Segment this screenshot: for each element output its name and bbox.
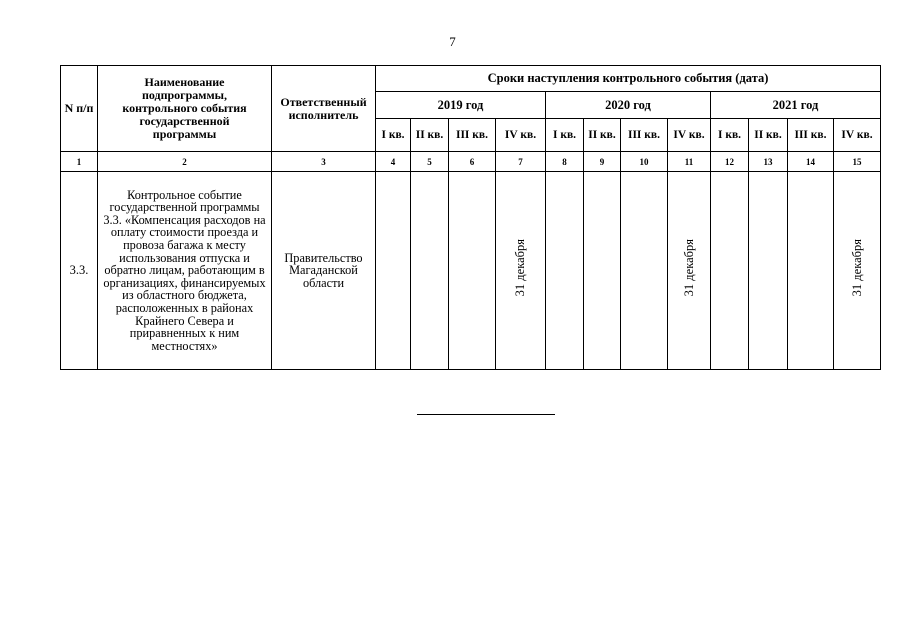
header-year-2019: 2019 год (376, 92, 546, 119)
date-cell: 31 декабря (496, 172, 546, 370)
header-year-2020: 2020 год (546, 92, 711, 119)
row-number: 3.3. (61, 172, 98, 370)
header-quarter: I кв. (546, 119, 584, 152)
header-quarter: IV кв. (668, 119, 711, 152)
header-quarter: IV кв. (496, 119, 546, 152)
column-number: 13 (749, 152, 788, 172)
column-number: 12 (711, 152, 749, 172)
column-number: 11 (668, 152, 711, 172)
date-cell (411, 172, 449, 370)
date-cell (749, 172, 788, 370)
header-quarter: II кв. (411, 119, 449, 152)
header-deadlines: Сроки наступления контрольного события (дата) (376, 66, 881, 92)
event-executor: Правительство Магаданской области (272, 172, 376, 370)
header-quarter: II кв. (749, 119, 788, 152)
column-number: 8 (546, 152, 584, 172)
column-number: 6 (449, 152, 496, 172)
event-name: Контрольное событие государственной программы 3.3. «Компенсация расходов на оплату стоимости проезда и провоза багажа к месту использования отпуска и обратно лицам, работающим в организациях, финансируемых из областного бюджета, расположенных в районах Крайнего Севера и приравненных к ним местностях» (98, 172, 272, 370)
header-name: Наименование подпрограммы, контрольного события государственной программы (98, 66, 272, 152)
column-number: 14 (788, 152, 834, 172)
header-quarter: I кв. (376, 119, 411, 152)
date-cell (621, 172, 668, 370)
date-cell: 31 декабря (668, 172, 711, 370)
column-number: 1 (61, 152, 98, 172)
divider-line (417, 414, 555, 415)
table-row (61, 172, 881, 370)
column-number: 4 (376, 152, 411, 172)
column-number: 2 (98, 152, 272, 172)
date-cell (584, 172, 621, 370)
column-number: 5 (411, 152, 449, 172)
column-number: 9 (584, 152, 621, 172)
page-number: 7 (449, 34, 456, 49)
date-cell (546, 172, 584, 370)
header-quarter: I кв. (711, 119, 749, 152)
header-number: N п/п (61, 66, 98, 152)
header-year-2021: 2021 год (711, 92, 881, 119)
header-quarter: II кв. (584, 119, 621, 152)
date-cell: 31 декабря (834, 172, 881, 370)
header-quarter: III кв. (449, 119, 496, 152)
column-number: 10 (621, 152, 668, 172)
header-quarter: IV кв. (834, 119, 881, 152)
date-cell (449, 172, 496, 370)
date-cell (788, 172, 834, 370)
date-cell (376, 172, 411, 370)
header-quarter: III кв. (788, 119, 834, 152)
control-events-table (60, 65, 881, 370)
header-executor: Ответственный исполнитель (272, 66, 376, 152)
date-cell (711, 172, 749, 370)
header-quarter: III кв. (621, 119, 668, 152)
column-number: 3 (272, 152, 376, 172)
column-number: 7 (496, 152, 546, 172)
column-number: 15 (834, 152, 881, 172)
